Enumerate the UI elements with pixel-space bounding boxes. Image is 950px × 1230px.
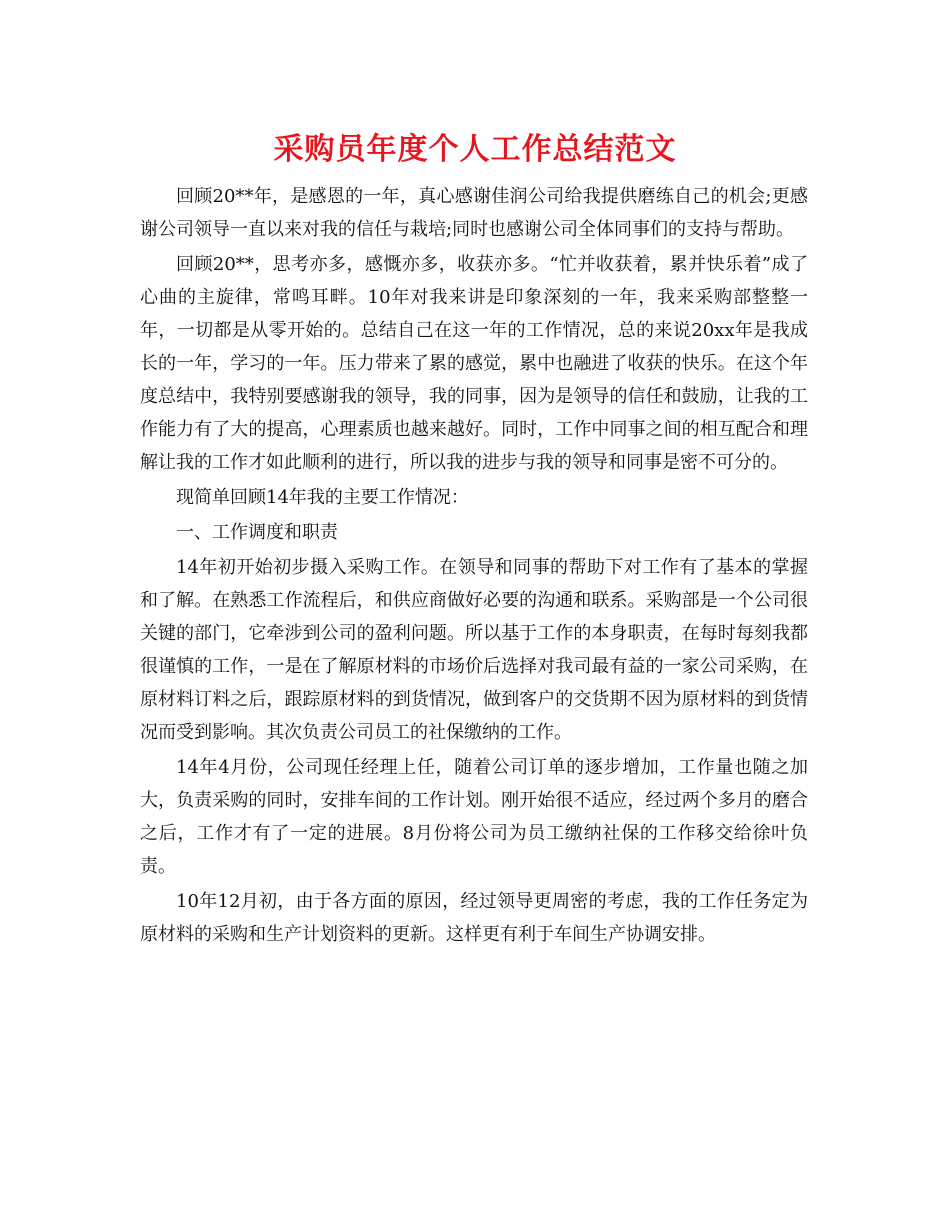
paragraph-1: 回顾20**年，是感恩的一年，真心感谢佳润公司给我提供磨练自己的机会;更感谢公司领导一直以来对我的信任与栽培;同时也感谢公司全体同事们的支持与帮助。 bbox=[140, 186, 808, 240]
paragraph-2: 回顾20**，思考亦多，感慨亦多，收获亦多。“忙并收获着，累并快乐着”成了心曲的主旋律，常鸣耳畔。10年对我来讲是印象深刻的一年，我来采购部整整一年，一切都是从零开始的。总结自己在这一年的工作情况，总的来说20xx年是我成长的一年，学习的一年。压力带来了累的感觉，累中也融进了收获的快乐。在这个年度总结中，我特别要感谢我的领导，我的同事，因为是领导的信任和鼓励，让我的工作能力有了大的提高，心理素质也越来越好。同时，工作中同事之间的相互配合和理解让我的工作才如此顺利的进行，所以我的进步与我的领导和同事是密不可分的。 bbox=[140, 254, 808, 473]
document-title: 采购员年度个人工作总结范文 bbox=[273, 132, 677, 167]
paragraph-4: 14年初开始初步摄入采购工作。在领导和同事的帮助下对工作有了基本的掌握和了解。在熟悉工作流程后，和供应商做好必要的沟通和联系。采购部是一个公司很关键的部门，它牵涉到公司的盈利问题。所以基于工作的本身职责，在每时每刻我都很谨慎的工作，一是在了解原材料的市场价后选择对我司最有益的一家公司采购，在原材料订料之后，跟踪原材料的到货情况，做到客户的交货期不因为原材料的到货情况而受到影响。其次负责公司员工的社保缴纳的工作。 bbox=[140, 557, 808, 743]
paragraph-3: 现简单回顾14年我的主要工作情况： bbox=[176, 487, 469, 508]
paragraph-5: 14年4月份，公司现任经理上任，随着公司订单的逐步增加，工作量也随之加大，负责采购的同时，安排车间的工作计划。刚开始很不适应，经过两个多月的磨合之后，工作才有了一定的进展。8月份将公司为员工缴纳社保的工作移交给徐叶负责。 bbox=[140, 757, 808, 877]
section-heading-1: 一、工作调度和职责 bbox=[176, 522, 338, 543]
document-body bbox=[140, 180, 808, 953]
paragraph-6: 10年12月初，由于各方面的原因，经过领导更周密的考虑，我的工作任务定为原材料的采购和生产计划资料的更新。这样更有利于车间生产协调安排。 bbox=[140, 891, 808, 945]
